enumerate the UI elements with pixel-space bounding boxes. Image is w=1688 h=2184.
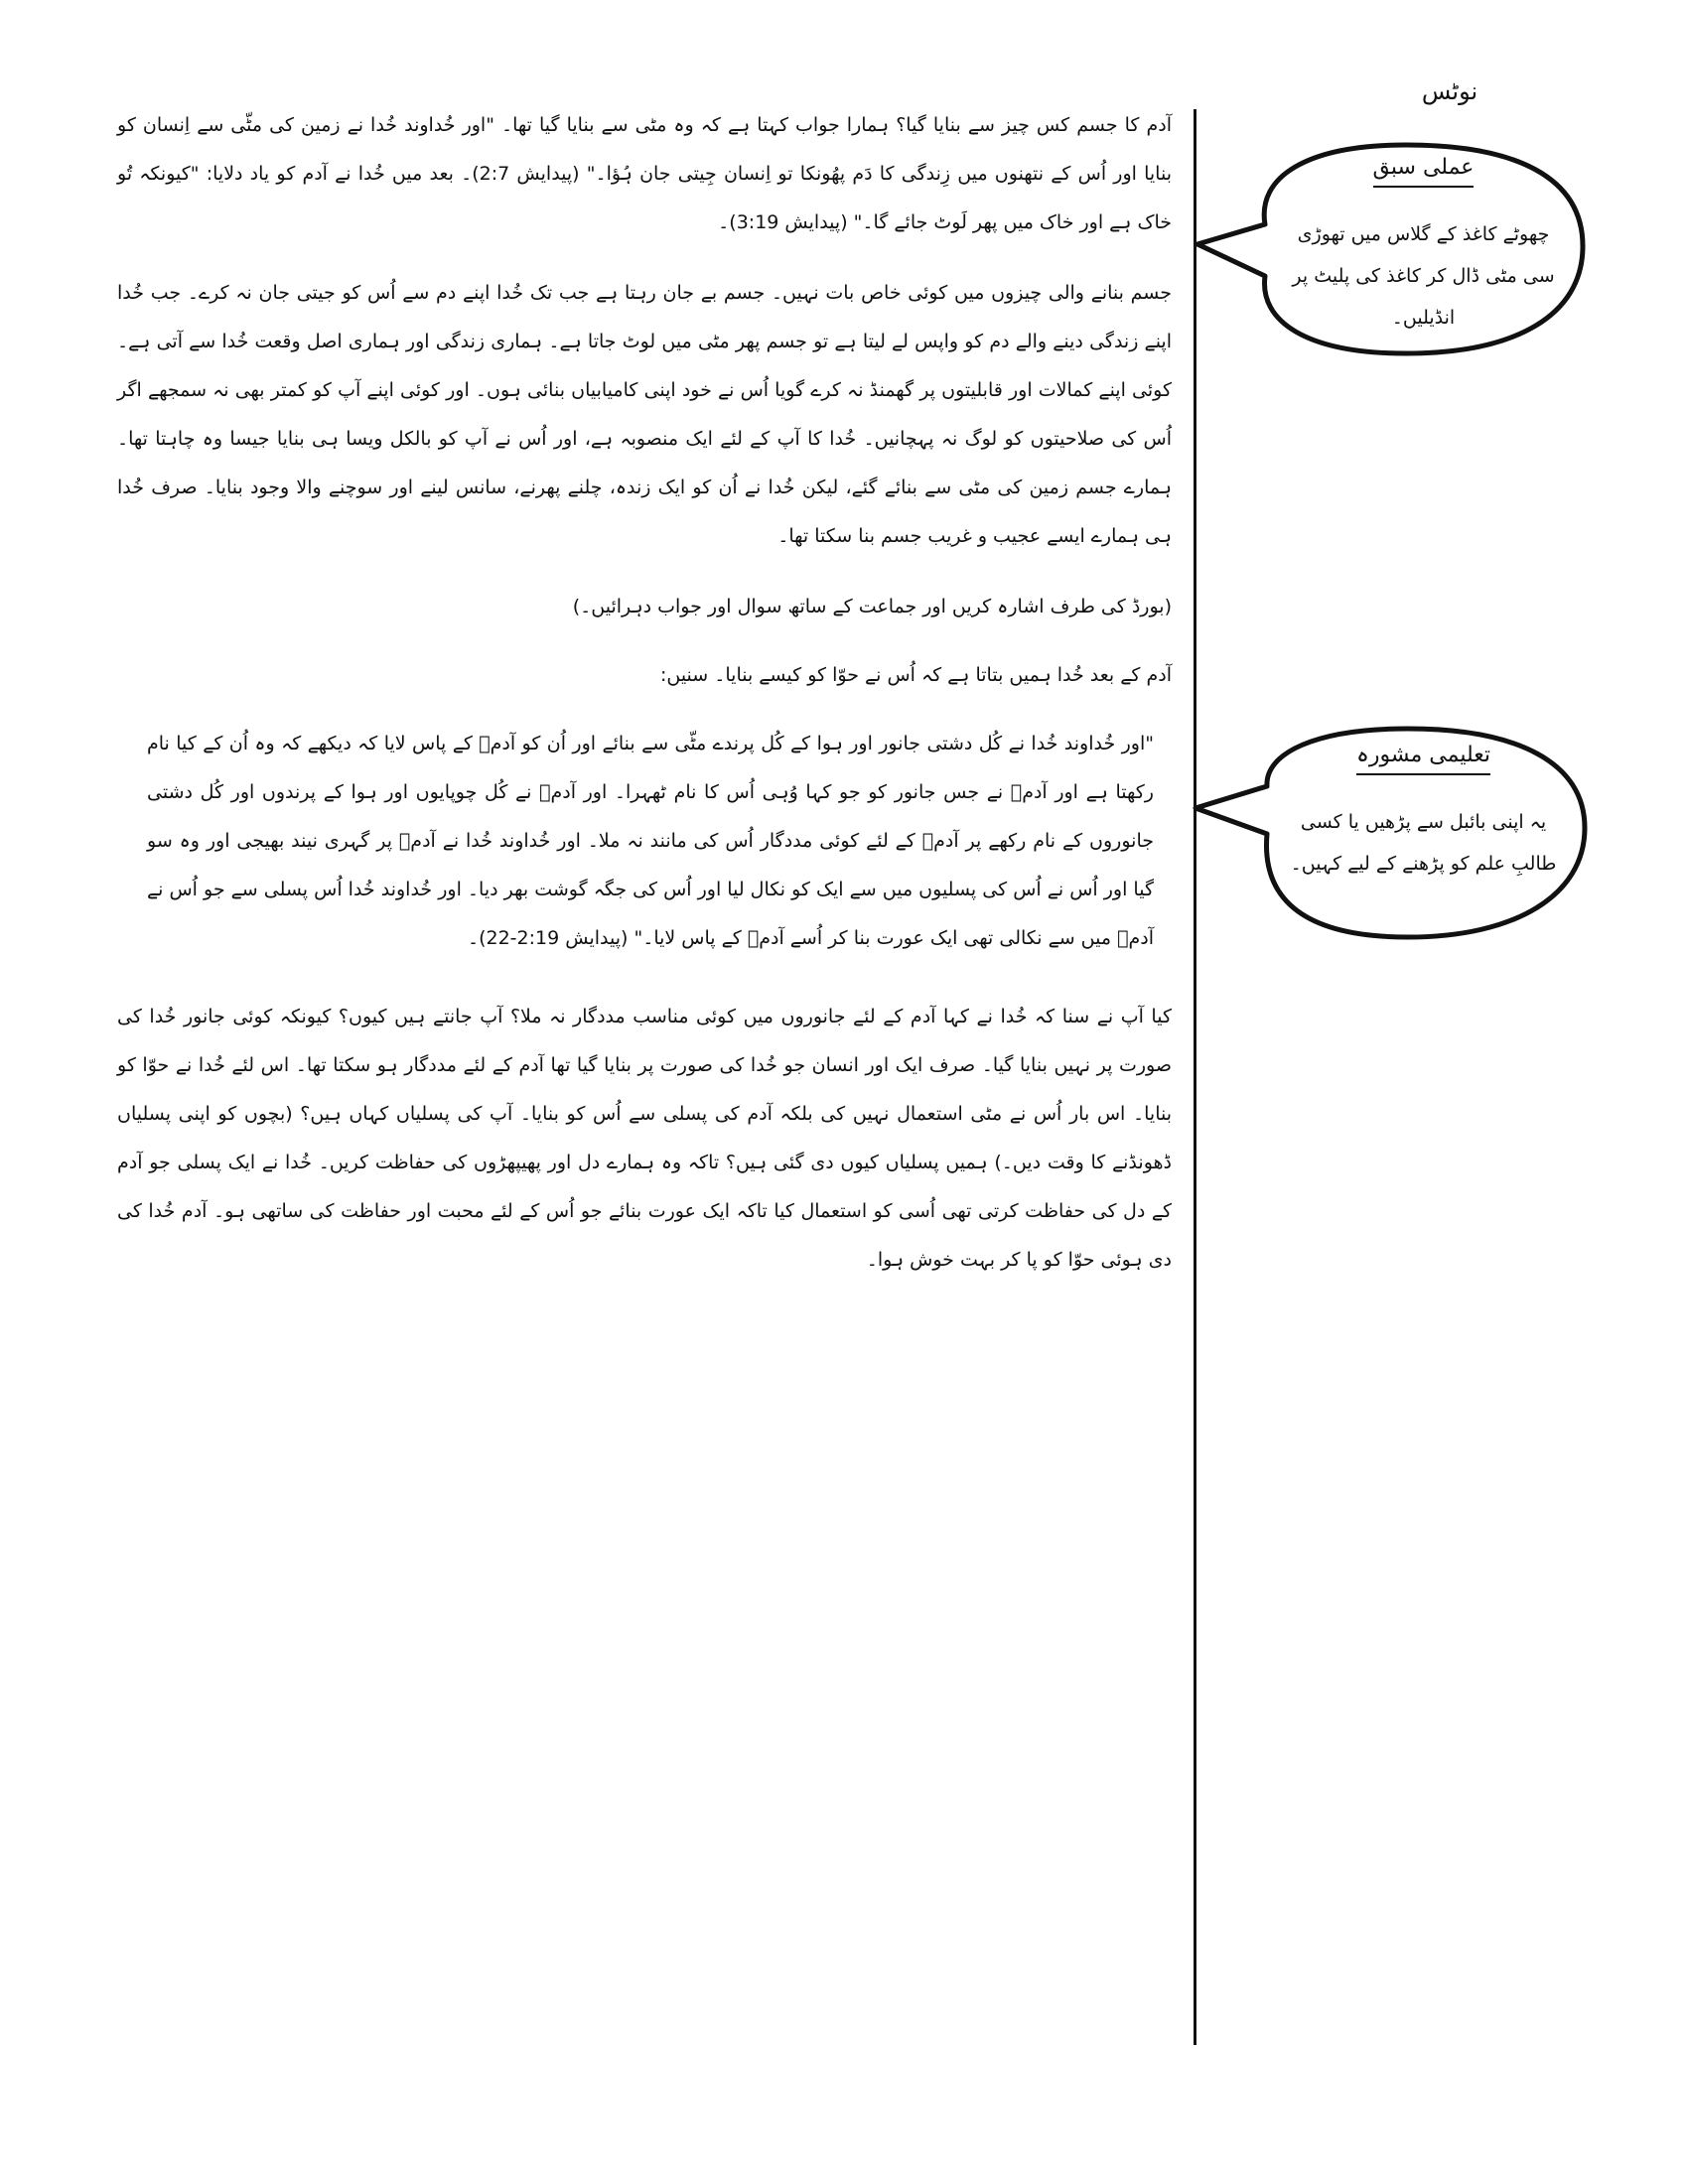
- paragraph-closing: کیا آپ نے سنا کہ خُدا نے کہا آدم کے لئے جانوروں میں کوئی مناسب مددگار نہ ملا؟ آپ جانتے ہیں کیوں؟ کیونکہ کوئی جانور خُدا کی صورت پر نہیں بنایا گیا۔ صرف ایک اور انسان جو خُدا کی صورت پر بنایا گیا تھا آدم کے لئے مددگار ہو سکتا تھا۔ اس لئے خُدا نے حوّا کو بنایا۔ اس بار اُس نے مٹی استعمال نہیں کی بلکہ آدم کی پسلی سے اُس کو بنایا۔ آپ کی پسلیاں کہاں ہیں؟ (بچوں کو اپنی پسلیاں ڈھونڈنے کا وقت دیں۔) ہمیں پسلیاں کیوں دی گئی ہیں؟ تاکہ وہ ہمارے دل اور پھیپھڑوں کی حفاظت کریں۔ خُدا نے ایک پسلی جو آدم کے دل کی حفاظت کرتی تھی اُسی کو استعمال کیا تاکہ ایک عورت بنائے جو اُس کے لئے محبت اور حفاظت کی ساتھی ہو۔ آدم خُدا کی دی ہوئی حوّا کو پا کر بہت خوش ہوا۔: [117, 1006, 1172, 1271]
- main-text-column: [117, 101, 1172, 1306]
- teaching-tip-title: تعلیمی مشورہ: [1356, 743, 1490, 775]
- practical-lesson-content: [1282, 155, 1565, 339]
- teaching-tip-text: یہ اپنی بائبل سے پڑھیں یا کسی طالبِ علم کو پڑھنے کے لیے کہیں۔: [1290, 811, 1557, 875]
- column-divider: [1194, 109, 1196, 2045]
- practical-lesson-callout: [1188, 127, 1605, 385]
- paragraph-board-instruction: (بورڈ کی طرف اشارہ کریں اور جماعت کے ساتھ سوال اور جواب دہرائیں۔): [572, 596, 1172, 617]
- practical-lesson-title: عملی سبق: [1373, 155, 1475, 188]
- teaching-tip-content: [1282, 743, 1565, 885]
- practical-lesson-text: چھوٹے کاغذ کے گلاس میں تھوڑی سی مٹی ڈال کر کاغذ کی پلیٹ پر انڈیلیں۔: [1292, 223, 1555, 329]
- paragraph-body-materials: جسم بنانے والی چیزوں میں کوئی خاص بات نہیں۔ جسم بے جان رہتا ہے جب تک خُدا اپنے دم سے اُس کو جیتی جان نہ کرے۔ جب خُدا اپنے زندگی دینے والے دم کو واپس لے لیتا ہے تو جسم پھر مٹی میں لوٹ جاتا ہے۔ ہماری زندگی اور ہماری اصل وقعت خُدا سے آتی ہے۔ کوئی اپنے کمالات اور قابلیتوں پر گھمنڈ نہ کرے گویا اُس نے خود اپنی کامیابیاں بنائی ہوں۔ اور کوئی اپنے آپ کو کمتر بھی نہ سمجھے اگر اُس کی صلاحیتوں کو لوگ نہ پہچانیں۔ خُدا کا آپ کے لئے ایک منصوبہ ہے، اور اُس نے آپ کو بالکل ویسا ہی بنایا جیسا وہ چاہتا تھا۔ ہمارے جسم زمین کی مٹی سے بنائے گئے، لیکن خُدا نے اُن کو ایک زندہ، چلنے پھرنے، سانس لینے اور سوچنے والا وجود بنایا۔ صرف خُدا ہی ہمارے ایسے عجیب و غریب جسم بنا سکتا تھا۔: [117, 282, 1172, 547]
- notes-heading: نوٹس: [1421, 77, 1478, 105]
- paragraph-adam-body: آدم کا جسم کس چیز سے بنایا گیا؟ ہمارا جواب کہتا ہے کہ وہ مٹی سے بنایا گیا تھا۔ "اور خُداوند خُدا نے زمین کی مٹّی سے اِنسان کو بنایا اور اُس کے نتھنوں میں زِندگی کا دَم پھُونکا تو اِنسان جِیتی جان ہُؤا۔" (پیدایش 2:7)۔ بعد میں خُدا نے آدم کو یاد دلایا: "کیونکہ تُو خاک ہے اور خاک میں پھر لَوٹ جائے گا۔" (پیدایش 3:19)۔: [117, 114, 1172, 233]
- teaching-tip-callout: [1188, 717, 1605, 963]
- scripture-quote: "اور خُداوند خُدا نے کُل دشتی جانور اور ہوا کے کُل پرندے مٹّی سے بنائے اور اُن کو آدمؔ کے پاس لایا کہ دیکھے کہ وہ اُن کے کیا نام رکھتا ہے اور آدمؔ نے جس جانور کو جو کہا وُہی اُس کا نام ٹھہرا۔ اور آدمؔ نے کُل چوپایوں اور ہوا کے پرندوں اور کُل دشتی جانوروں کے نام رکھے پر آدمؔ کے لئے کوئی مددگار اُس کی مانند نہ ملا۔ اور خُداوند خُدا نے آدمؔ پر گہری نیند بھیجی اور وہ سو گیا اور اُس نے اُس کی پسلیوں میں سے ایک کو نکال لیا اور اُس کی جگہ گوشت بھر دیا۔ اور خُداوند خُدا اُس پسلی سے جو اُس نے آدمؔ میں سے نکالی تھی ایک عورت بنا کر اُسے آدمؔ کے پاس لایا۔" (پیدایش 2:19-22)۔: [147, 733, 1154, 949]
- paragraph-eve-intro: آدم کے بعد خُدا ہمیں بتاتا ہے کہ اُس نے حوّا کو کیسے بنایا۔ سنیں:: [659, 664, 1172, 686]
